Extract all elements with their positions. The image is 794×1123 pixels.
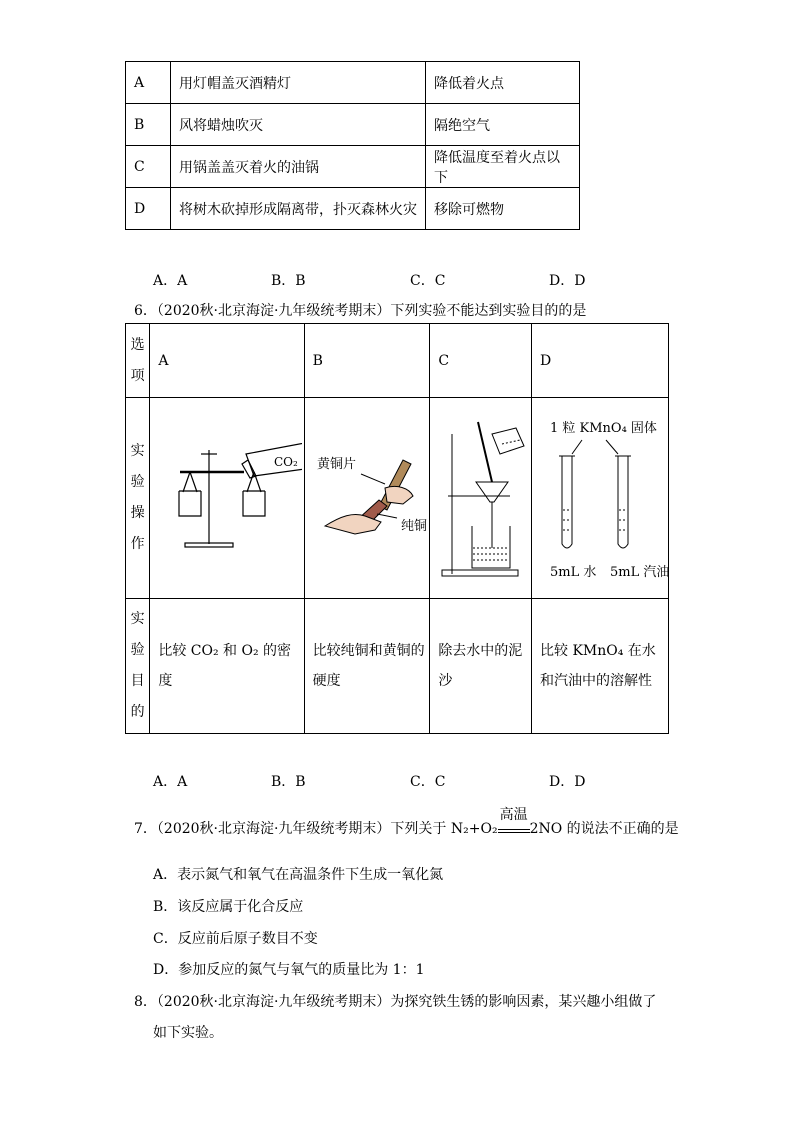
q7-choice-c[interactable]: C．反应前后原子数目不变 [153,931,318,947]
kmno4-label: 1 粒 KMnO₄ 固体 [550,421,657,436]
table-row [126,104,580,146]
diagram-filtration [430,398,532,599]
q8-line1: 8．（2020秋·北京海淀·九年级统考期末）为探究铁生锈的影响因素，某兴趣小组做了 [134,994,657,1010]
q5-option-d[interactable]: D．D [549,273,586,289]
q7-stem: 7．（2020秋·北京海淀·九年级统考期末）下列关于 N₂+O₂ 高温 2NO 的说法不正确的是 [134,818,679,838]
action-cell: 将树木砍掉形成隔离带，扑灭森林火灾 [171,188,426,230]
q6-stem: 6．（2020秋·北京海淀·九年级统考期末）下列实验不能达到实验目的的是 [134,303,587,319]
operation-label: 实 验 操 作 [126,398,150,599]
co2-label: CO₂ [274,455,299,469]
option-cell: B [126,104,171,146]
table-row [126,599,669,734]
action-cell: 用灯帽盖灭酒精灯 [171,62,426,104]
header-label: 选 项 [126,324,150,398]
header-option-b: B [304,324,430,398]
option-cell: D [126,188,171,230]
action-cell: 风将蜡烛吹灭 [171,104,426,146]
q8-line2: 如下实验。 [153,1025,223,1041]
table-row [126,146,580,188]
brass-label: 黄铜片 [316,457,356,472]
aim-label: 实 验 目 的 [126,599,150,734]
diagram-scratch [304,398,430,599]
q6-option-d[interactable]: D．D [549,774,586,790]
header-option-d: D [532,324,669,398]
q5-table [125,61,580,230]
q5-option-a[interactable]: A．A [153,273,188,289]
q5-option-c[interactable]: C．C [410,273,446,289]
water-label: 5mL 水 [550,565,597,580]
table-row [126,324,669,398]
principle-cell: 降低着火点 [426,62,580,104]
table-row [126,398,669,599]
q6-option-b[interactable]: B．B [271,774,306,790]
q6-option-c[interactable]: C．C [410,774,446,790]
q7-choice-b[interactable]: B．该反应属于化合反应 [153,899,304,915]
q7-choice-a[interactable]: A．表示氮气和氧气在高温条件下生成一氧化氮 [153,867,444,883]
option-cell: A [126,62,171,104]
header-option-a: A [150,324,304,398]
aim-a: 比较 CO₂ 和 O₂ 的密度 [150,599,304,734]
reaction-condition: 高温 [499,807,528,823]
diagram-dissolving [532,398,669,599]
table-row [126,62,580,104]
copper-label: 纯铜 [400,519,427,534]
q5-option-b[interactable]: B．B [271,273,306,289]
header-option-c: C [430,324,532,398]
aim-b: 比较纯铜和黄铜的硬度 [304,599,430,734]
principle-cell: 移除可燃物 [426,188,580,230]
q6-table [125,323,669,734]
gasoline-label: 5mL 汽油 [610,565,668,580]
action-cell: 用锅盖盖灭着火的油锅 [171,146,426,188]
aim-d: 比较 KMnO₄ 在水和汽油中的溶解性 [532,599,669,734]
table-row [126,188,580,230]
principle-cell: 隔绝空气 [426,104,580,146]
principle-cell: 降低温度至着火点以下 [426,146,580,188]
option-cell: C [126,146,171,188]
diagram-balance [150,398,304,599]
q6-option-a[interactable]: A．A [153,774,188,790]
equals-sign [498,829,530,833]
aim-c: 除去水中的泥沙 [430,599,532,734]
q7-choice-d[interactable]: D．参加反应的氮气与氧气的质量比为 1：1 [153,962,425,978]
